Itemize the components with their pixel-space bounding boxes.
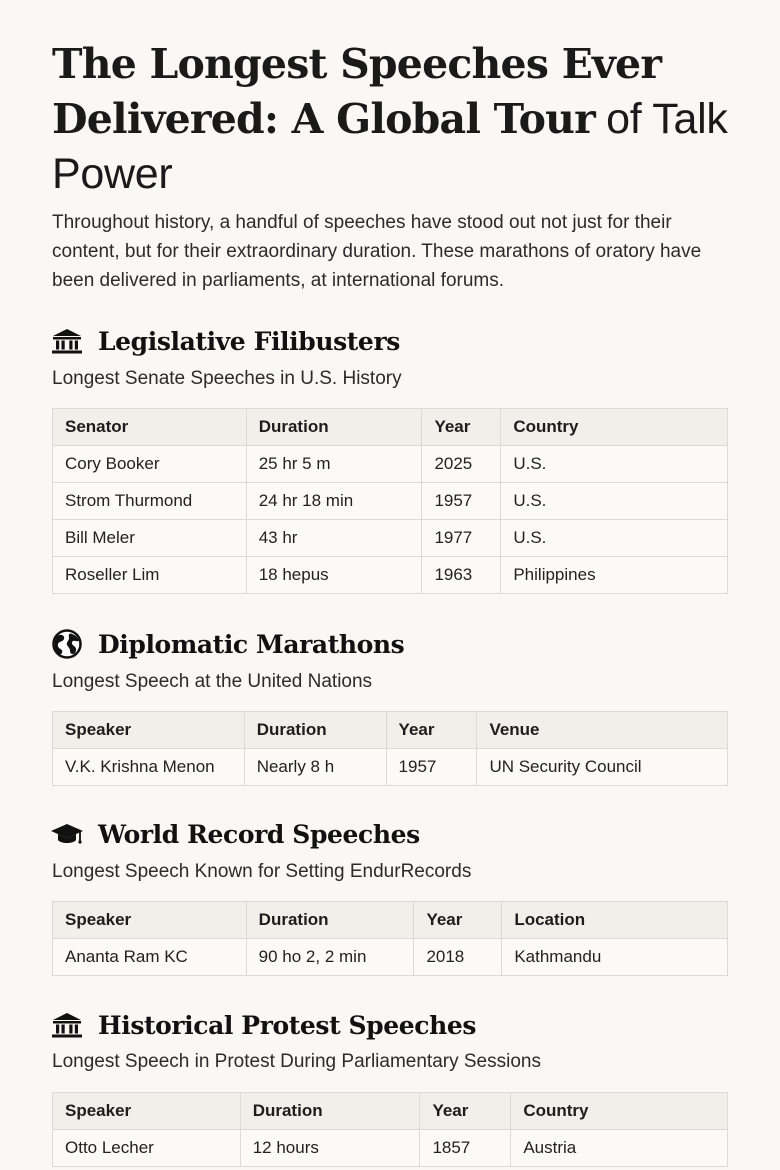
section-heading-world-record bbox=[50, 817, 420, 851]
column-header: Senator bbox=[53, 409, 247, 446]
un-speeches-table bbox=[52, 711, 728, 786]
column-header: Year bbox=[414, 902, 502, 939]
section-title: Diplomatic Marathons bbox=[98, 629, 405, 659]
column-header: Duration bbox=[244, 712, 386, 749]
world-record-table bbox=[52, 901, 728, 976]
table-cell: U.S. bbox=[501, 483, 728, 520]
table-cell: 1963 bbox=[422, 557, 501, 594]
section-title: World Record Speeches bbox=[98, 819, 420, 849]
table-cell: U.S. bbox=[501, 446, 728, 483]
table-cell: UN Security Council bbox=[477, 749, 728, 786]
parliament-building-icon bbox=[50, 1010, 84, 1040]
column-header: Year bbox=[386, 712, 477, 749]
column-header: Year bbox=[422, 409, 501, 446]
capitol-building-icon bbox=[50, 326, 84, 356]
column-header: Country bbox=[511, 1093, 728, 1130]
table-row bbox=[53, 557, 728, 594]
table-cell: 1957 bbox=[386, 749, 477, 786]
table-row bbox=[53, 446, 728, 483]
column-header: Duration bbox=[240, 1093, 420, 1130]
table-cell: 1857 bbox=[420, 1130, 511, 1167]
table-cell: Austria bbox=[511, 1130, 728, 1167]
page-title-bold: The Longest Speeches Ever Delivered: A Global Tour bbox=[52, 40, 662, 143]
table-cell: Roseller Lim bbox=[53, 557, 247, 594]
table-header-row bbox=[53, 712, 728, 749]
section-title: Historical Protest Speeches bbox=[98, 1010, 477, 1040]
page-title-light-1: of Talk bbox=[606, 95, 728, 143]
column-header: Country bbox=[501, 409, 728, 446]
table-cell: 18 hepus bbox=[246, 557, 422, 594]
table-cell: Ananta Ram KC bbox=[53, 939, 247, 976]
graduation-cap-icon bbox=[50, 819, 84, 849]
table-cell: 1977 bbox=[422, 520, 501, 557]
table-cell: V.K. Krishna Menon bbox=[53, 749, 245, 786]
section-caption: Longest Speech Known for Setting EndurRecords bbox=[52, 861, 472, 882]
section-caption: Longest Speech at the United Nations bbox=[52, 671, 373, 692]
table-cell: 12 hours bbox=[240, 1130, 420, 1167]
column-header: Venue bbox=[477, 712, 728, 749]
section-title: Legislative Filibusters bbox=[98, 326, 400, 356]
table-cell: Kathmandu bbox=[502, 939, 728, 976]
table-cell: Bill Meler bbox=[53, 520, 247, 557]
table-row bbox=[53, 939, 728, 976]
table-cell: Cory Booker bbox=[53, 446, 247, 483]
table-row bbox=[53, 483, 728, 520]
table-row bbox=[53, 749, 728, 786]
section-caption: Longest Speech in Protest During Parliamentary Sessions bbox=[52, 1051, 541, 1072]
table-cell: 43 hr bbox=[246, 520, 422, 557]
column-header: Year bbox=[420, 1093, 511, 1130]
column-header: Speaker bbox=[53, 1093, 241, 1130]
protest-speeches-table bbox=[52, 1092, 728, 1167]
page-title-light-2: Power bbox=[52, 150, 173, 198]
column-header: Speaker bbox=[53, 712, 245, 749]
intro-paragraph: Throughout history, a handful of speeches have stood out not just for their content, but for their extraordinary duration. These marathons of oratory have been delivered in parliaments, at international forums. bbox=[52, 212, 702, 291]
globe-icon bbox=[50, 629, 84, 659]
table-header-row bbox=[53, 1093, 728, 1130]
column-header: Duration bbox=[246, 902, 414, 939]
table-header-row bbox=[53, 902, 728, 939]
table-header-row bbox=[53, 409, 728, 446]
column-header: Location bbox=[502, 902, 728, 939]
table-cell: Otto Lecher bbox=[53, 1130, 241, 1167]
section-heading-diplomatic bbox=[50, 627, 404, 661]
table-row bbox=[53, 520, 728, 557]
table-cell: U.S. bbox=[501, 520, 728, 557]
page-title bbox=[52, 36, 752, 201]
column-header: Speaker bbox=[53, 902, 247, 939]
table-cell: 2025 bbox=[422, 446, 501, 483]
table-cell: 24 hr 18 min bbox=[246, 483, 422, 520]
section-heading-legislative bbox=[50, 324, 400, 358]
table-cell: 25 hr 5 m bbox=[246, 446, 422, 483]
section-heading-protest bbox=[50, 1008, 476, 1042]
table-cell: 2018 bbox=[414, 939, 502, 976]
column-header: Duration bbox=[246, 409, 422, 446]
table-cell: Strom Thurmond bbox=[53, 483, 247, 520]
table-row bbox=[53, 1130, 728, 1167]
senate-speeches-table bbox=[52, 408, 728, 594]
section-caption: Longest Senate Speeches in U.S. History bbox=[52, 368, 402, 389]
table-cell: 90 ho 2, 2 min bbox=[246, 939, 414, 976]
table-cell: Philippines bbox=[501, 557, 728, 594]
table-cell: 1957 bbox=[422, 483, 501, 520]
table-cell: Nearly 8 h bbox=[244, 749, 386, 786]
